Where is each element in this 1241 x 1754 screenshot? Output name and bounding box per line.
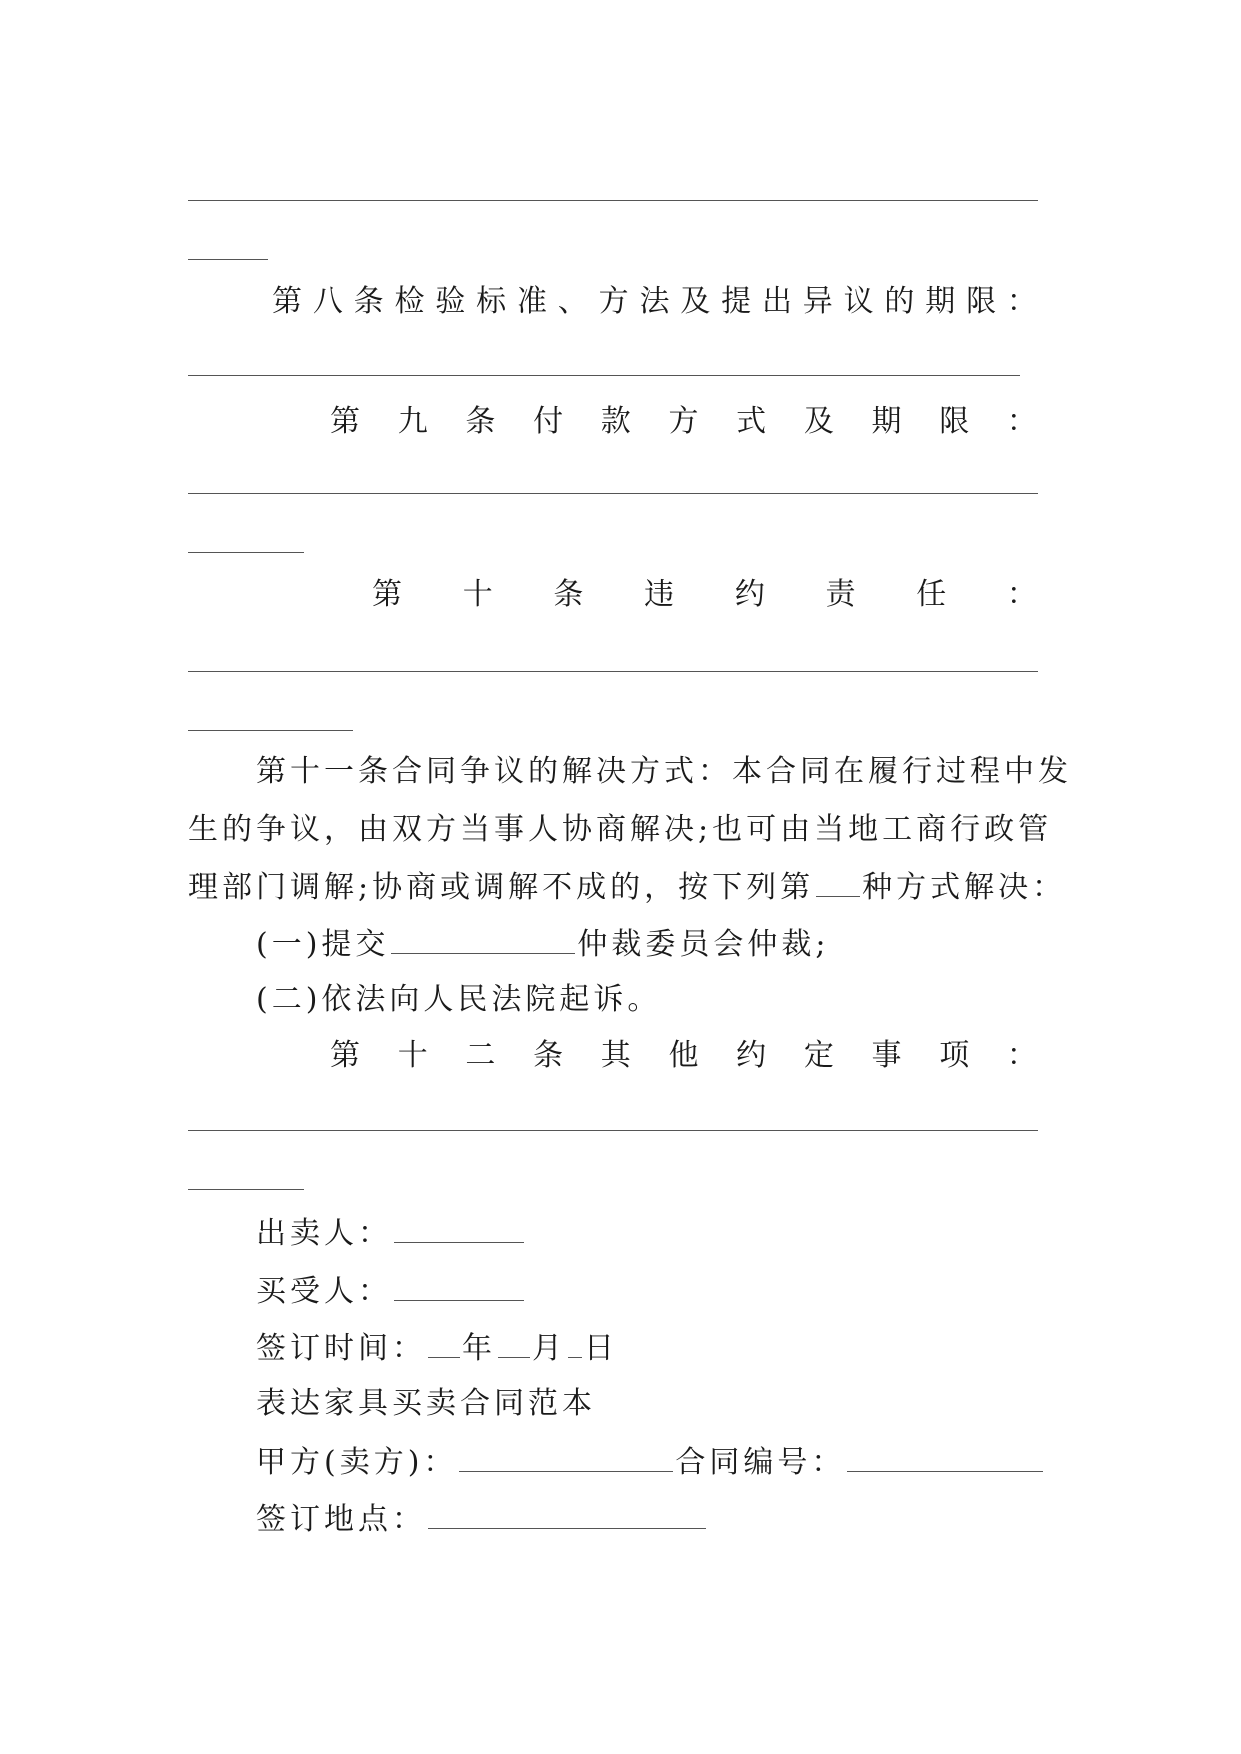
heading-char: 付 <box>533 404 564 439</box>
heading-char: 、 <box>557 284 588 319</box>
contract-number-blank <box>847 1441 1043 1472</box>
party-a-blank <box>459 1441 673 1472</box>
heading-char: 议 <box>843 284 874 319</box>
article-11-line-3-text-end: 种方式解决： <box>862 870 1067 905</box>
heading-char: 限 <box>966 284 997 319</box>
heading-char: 检 <box>394 284 425 319</box>
heading-char: 期 <box>871 404 902 439</box>
heading-char: 条 <box>353 284 384 319</box>
article-11-line-2: 生的争议，由双方当事人协商解决;也可由当地工商行政管 <box>188 812 1053 847</box>
day-blank <box>568 1327 582 1358</box>
heading-char: 违 <box>644 577 675 612</box>
heading-char: 方 <box>598 284 629 319</box>
heading-char: 验 <box>435 284 466 319</box>
heading-char: 任 <box>916 577 947 612</box>
heading-char: 条 <box>553 577 584 612</box>
heading-char: 的 <box>884 284 915 319</box>
signing-place-blank <box>428 1498 706 1529</box>
heading-char: ： <box>1006 577 1037 612</box>
heading-char: 定 <box>803 1038 834 1073</box>
article-11-line-3-text: 理部门调解;协商或调解不成的，按下列第 <box>188 870 815 905</box>
seller-blank <box>394 1212 524 1243</box>
month-blank <box>498 1327 530 1358</box>
heading-char: 标 <box>476 284 507 319</box>
article-10-heading <box>372 575 1037 615</box>
signing-date <box>256 1327 618 1367</box>
heading-char: 约 <box>736 1038 767 1073</box>
heading-char: 第 <box>330 404 360 439</box>
heading-char: ： <box>1006 284 1037 319</box>
article-8-heading <box>272 282 1037 322</box>
arbitration-option-suffix: 仲裁委员会仲裁; <box>577 927 830 962</box>
year-blank <box>428 1327 460 1358</box>
fill-line <box>188 1189 304 1190</box>
article-11-line-3 <box>188 866 1066 906</box>
fill-line <box>188 493 1038 494</box>
seller-label: 出卖人： <box>256 1216 392 1251</box>
heading-char: 准 <box>516 284 547 319</box>
heading-char: 及 <box>803 404 834 439</box>
heading-char: 第 <box>330 1038 360 1073</box>
litigation-option: (二)依法向人民法院起诉。 <box>256 982 662 1017</box>
heading-char: 出 <box>761 284 792 319</box>
heading-char: 条 <box>465 404 496 439</box>
fill-line <box>188 730 353 731</box>
heading-char: 法 <box>639 284 670 319</box>
heading-char: ： <box>1006 404 1037 439</box>
heading-char: 款 <box>600 404 631 439</box>
next-contract-title: 表达家具买卖合同范本 <box>256 1386 596 1421</box>
heading-char: 九 <box>397 404 428 439</box>
fill-line <box>188 671 1038 672</box>
heading-char: 限 <box>939 404 970 439</box>
heading-char: 式 <box>736 404 767 439</box>
fill-line <box>188 552 304 553</box>
year-label: 年 <box>462 1331 496 1366</box>
article-9-heading <box>330 402 1037 442</box>
heading-char: 责 <box>825 577 856 612</box>
method-number-blank <box>816 866 860 897</box>
month-label: 月 <box>532 1331 566 1366</box>
signing-place-line <box>256 1498 708 1538</box>
heading-char: 条 <box>533 1038 564 1073</box>
date-label: 签订时间： <box>256 1331 426 1366</box>
buyer-blank <box>394 1270 524 1301</box>
heading-char: 异 <box>802 284 833 319</box>
heading-char: 事 <box>871 1038 902 1073</box>
heading-char: 八 <box>312 284 343 319</box>
seller-signature <box>256 1212 526 1252</box>
heading-char: 方 <box>668 404 699 439</box>
fill-line <box>188 375 1020 376</box>
contract-number-label: 合同编号： <box>675 1445 846 1480</box>
heading-char: 提 <box>721 284 752 319</box>
heading-char: 及 <box>680 284 711 319</box>
heading-char: 期 <box>925 284 956 319</box>
buyer-label: 买受人： <box>256 1274 392 1309</box>
buyer-signature <box>256 1270 526 1310</box>
article-12-heading <box>330 1036 1037 1076</box>
fill-line <box>188 200 1038 201</box>
heading-char: 其 <box>600 1038 631 1073</box>
heading-char: 第 <box>372 577 402 612</box>
arbitration-committee-blank <box>391 923 575 954</box>
party-a-label: 甲方(卖方)： <box>256 1445 458 1480</box>
fill-line <box>188 259 268 260</box>
article-11-line-1: 第十一条合同争议的解决方式：本合同在履行过程中发 <box>256 754 1072 789</box>
heading-char: 第 <box>272 284 302 319</box>
heading-char: 他 <box>668 1038 699 1073</box>
heading-char: 二 <box>465 1038 496 1073</box>
day-label: 日 <box>584 1331 618 1366</box>
party-a-line <box>256 1441 1045 1481</box>
heading-char: 十 <box>462 577 493 612</box>
arbitration-option-prefix: (一)提交 <box>256 927 390 962</box>
heading-char: 约 <box>734 577 765 612</box>
signing-place-label: 签订地点： <box>256 1502 426 1537</box>
fill-line <box>188 1130 1038 1131</box>
heading-char: 项 <box>939 1038 970 1073</box>
arbitration-option <box>256 923 830 963</box>
heading-char: ： <box>1006 1038 1037 1073</box>
heading-char: 十 <box>397 1038 428 1073</box>
